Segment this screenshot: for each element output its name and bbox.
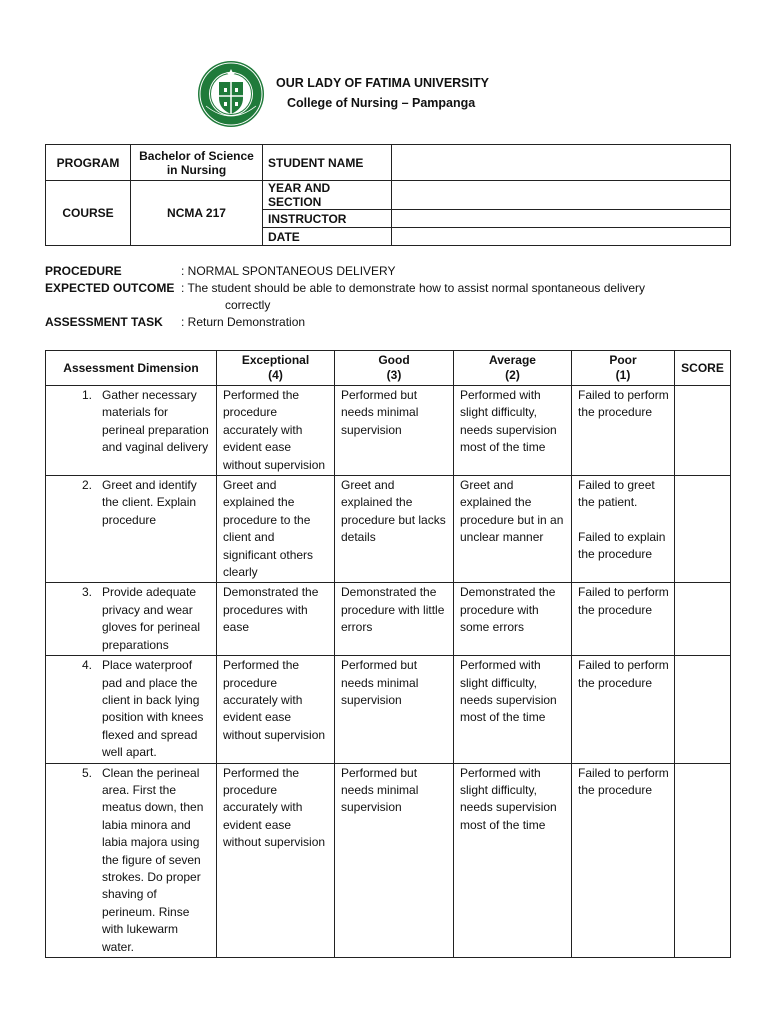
header-dimension: Assessment Dimension: [46, 351, 217, 386]
assessment-task-value: : Return Demonstration: [181, 315, 306, 329]
header-poor: Poor (1): [572, 351, 675, 386]
instructor-label: INSTRUCTOR: [263, 210, 392, 228]
good-cell: Performed but needs minimal supervision: [335, 656, 454, 763]
expected-outcome-value: : The student should be able to demonstrate how to assist normal spontaneous delivery: [181, 281, 646, 295]
assessment-task-label: ASSESSMENT TASK: [45, 315, 163, 329]
rubric-table: [45, 350, 731, 958]
date-label: DATE: [263, 228, 392, 246]
score-cell[interactable]: [675, 656, 731, 763]
exceptional-cell: Performed the procedure accurately with evident ease without supervision: [217, 763, 335, 957]
exceptional-cell: Greet and explained the procedure to the client and significant others clearly: [217, 476, 335, 583]
poor-cell: Failed to perform the procedure: [572, 656, 675, 763]
university-seal-icon: [186, 60, 276, 128]
table-row: [46, 476, 731, 583]
student-name-label: STUDENT NAME: [263, 145, 392, 181]
average-cell: Demonstrated the procedure with some errors: [454, 583, 572, 656]
college-name: College of Nursing – Pampanga: [287, 96, 476, 110]
university-name: OUR LADY OF FATIMA UNIVERSITY: [276, 76, 489, 90]
poor-cell: Failed to perform the procedure: [572, 763, 675, 957]
good-cell: Performed but needs minimal supervision: [335, 386, 454, 476]
program-label: PROGRAM: [46, 145, 131, 181]
program-value: Bachelor of Science in Nursing: [131, 145, 263, 181]
score-cell[interactable]: [675, 763, 731, 957]
average-cell: Greet and explained the procedure but in an unclear manner: [454, 476, 572, 583]
dimension-cell: 5. Clean the perineal area. First the meatus down, then labia minora and labia majora using the figure of seven strokes. Do proper shaving of perineum. Rinse with lukewarm water.: [46, 763, 217, 957]
exceptional-cell: Demonstrated the procedures with ease: [217, 583, 335, 656]
year-section-label: YEAR AND SECTION: [263, 181, 392, 210]
table-row: [46, 386, 731, 476]
procedure-label: PROCEDURE: [45, 264, 122, 278]
course-label: COURSE: [46, 181, 131, 246]
instructor-field[interactable]: [392, 210, 731, 228]
exceptional-cell: Performed the procedure accurately with evident ease without supervision: [217, 656, 335, 763]
good-cell: Performed but needs minimal supervision: [335, 763, 454, 957]
student-info-table: [45, 144, 731, 246]
student-name-field[interactable]: [392, 145, 731, 181]
good-cell: Demonstrated the procedure with little errors: [335, 583, 454, 656]
dimension-cell: 4. Place waterproof pad and place the client in back lying position with knees flexed and spread well apart.: [46, 656, 217, 763]
table-row: [46, 583, 731, 656]
table-row: [46, 656, 731, 763]
dimension-cell: 3. Provide adequate privacy and wear gloves for perineal preparations: [46, 583, 217, 656]
procedure-value: : NORMAL SPONTANEOUS DELIVERY: [181, 264, 396, 278]
exceptional-cell: Performed the procedure accurately with evident ease without supervision: [217, 386, 335, 476]
expected-outcome-label: EXPECTED OUTCOME: [45, 281, 175, 295]
poor-cell: Failed to perform the procedure: [572, 583, 675, 656]
expected-outcome-continuation: correctly: [225, 298, 271, 312]
header-average: Average (2): [454, 351, 572, 386]
dimension-cell: 1. Gather necessary materials for perineal preparation and vaginal delivery: [46, 386, 217, 476]
course-value: NCMA 217: [131, 181, 263, 246]
score-cell[interactable]: [675, 476, 731, 583]
good-cell: Greet and explained the procedure but lacks details: [335, 476, 454, 583]
poor-cell: Failed to perform the procedure: [572, 386, 675, 476]
score-cell[interactable]: [675, 386, 731, 476]
header-exceptional: Exceptional (4): [217, 351, 335, 386]
score-cell[interactable]: [675, 583, 731, 656]
header-score: SCORE: [675, 351, 731, 386]
table-row: [46, 763, 731, 957]
dimension-cell: 2. Greet and identify the client. Explain procedure: [46, 476, 217, 583]
average-cell: Performed with slight difficulty, needs supervision most of the time: [454, 763, 572, 957]
header-good: Good (3): [335, 351, 454, 386]
average-cell: Performed with slight difficulty, needs supervision most of the time: [454, 656, 572, 763]
date-field[interactable]: [392, 228, 731, 246]
average-cell: Performed with slight difficulty, needs supervision most of the time: [454, 386, 572, 476]
poor-cell: Failed to greet the patient. Failed to explain the procedure: [572, 476, 675, 583]
header: [186, 60, 546, 130]
year-section-field[interactable]: [392, 181, 731, 210]
